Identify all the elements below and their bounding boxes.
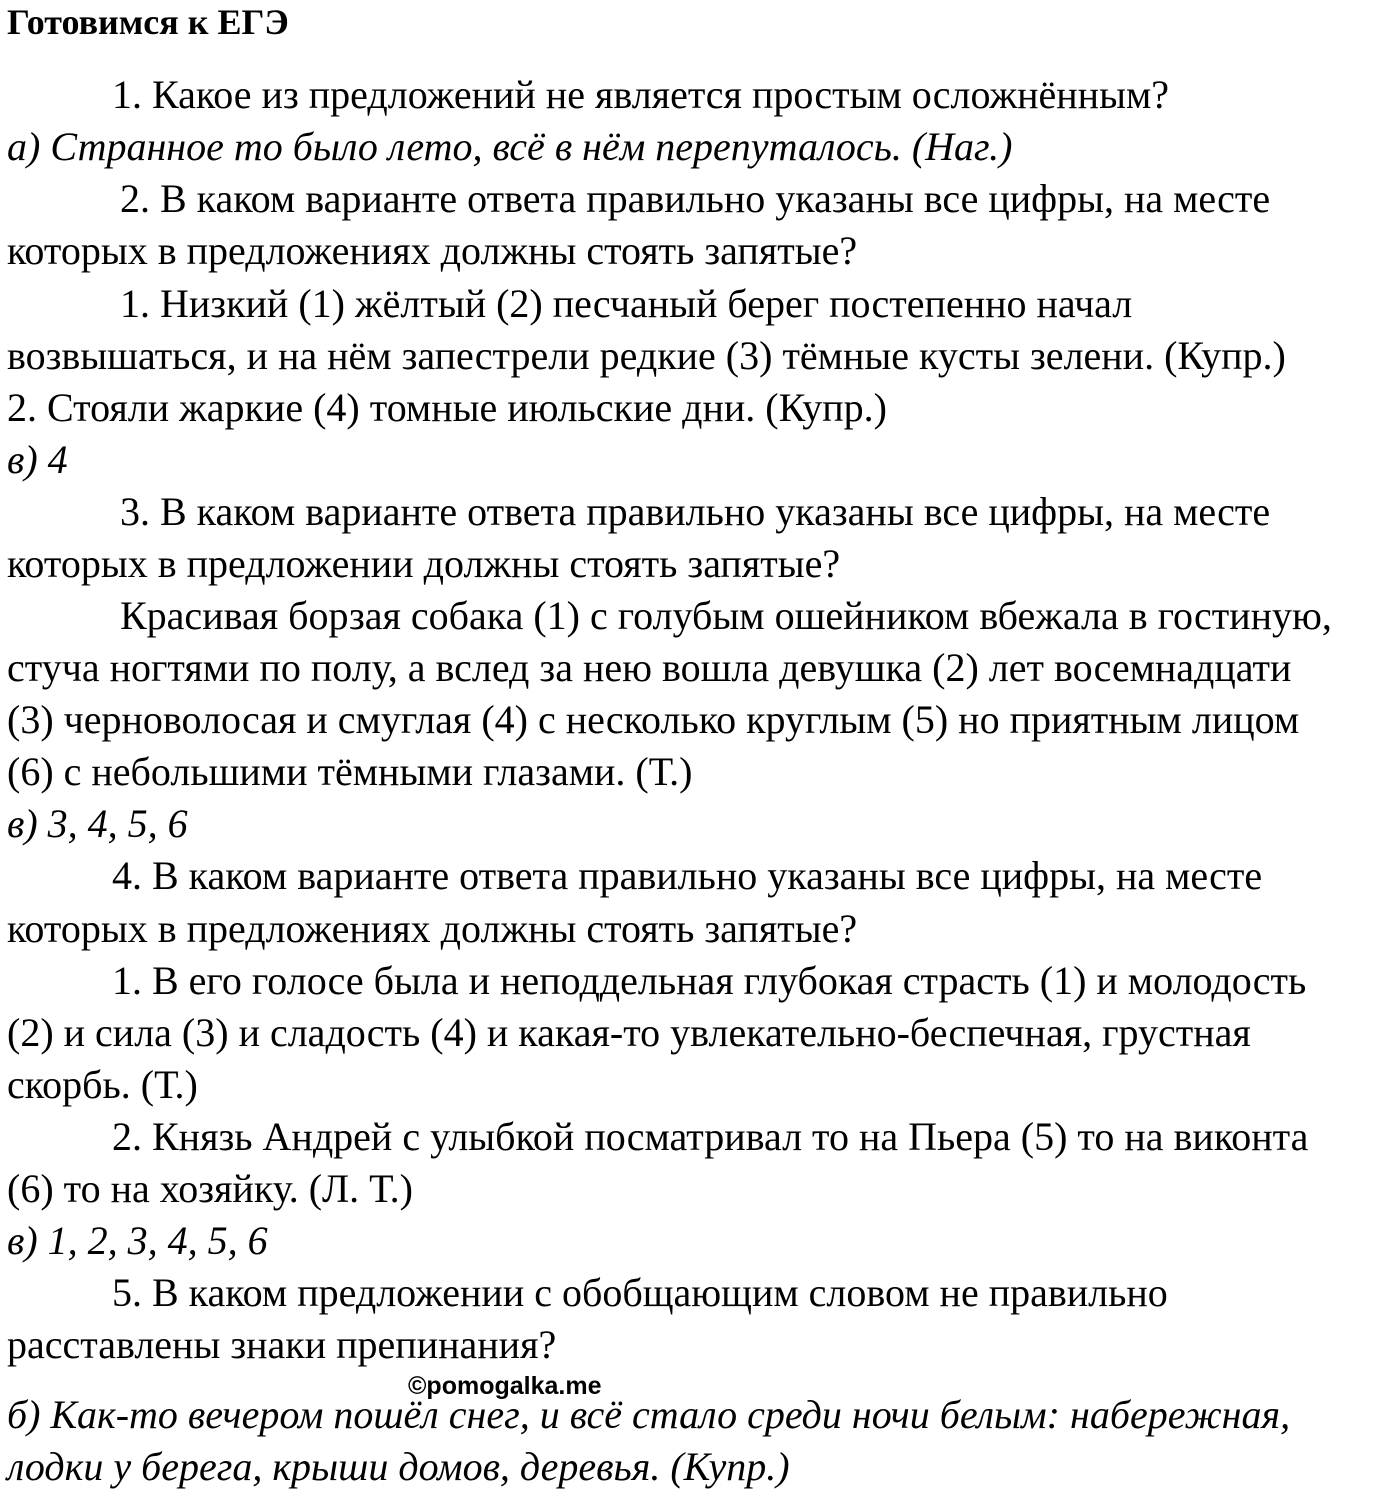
question-4-line-2: которых в предложениях должны стоять запятые? bbox=[7, 906, 858, 951]
question-3-sentence-line-2: стуча ногтями по полу, а вслед за нею вошла девушка (2) лет восемнадцати bbox=[7, 645, 1292, 690]
question-4-line-1: 4. В каком варианте ответа правильно указаны все цифры, на месте bbox=[112, 853, 1263, 898]
watermark: ©pomogalka.me bbox=[408, 1372, 602, 1400]
question-4-sentence-1-line-3: скорбь. (Т.) bbox=[7, 1062, 198, 1107]
question-3-sentence-line-3: (3) черноволосая и смуглая (4) с несколько круглым (5) но приятным лицом bbox=[7, 697, 1300, 742]
question-2-line-1: 2. В каком варианте ответа правильно указаны все цифры, на месте bbox=[120, 176, 1271, 221]
page-title: Готовимся к ЕГЭ bbox=[7, 2, 289, 42]
question-3-line-1: 3. В каком варианте ответа правильно указаны все цифры, на месте bbox=[120, 489, 1271, 534]
answer-5-line-1: б) Как-то вечером пошёл снег, и всё стало среди ночи белым: набережная, bbox=[7, 1392, 1291, 1437]
question-4-sentence-2-line-2: (6) то на хозяйку. (Л. Т.) bbox=[7, 1166, 413, 1211]
question-5-line-1: 5. В каком предложении с обобщающим словом не правильно bbox=[112, 1270, 1168, 1315]
question-4-sentence-1-line-1: 1. В его голосе была и неподдельная глубокая страсть (1) и молодость bbox=[112, 958, 1307, 1003]
answer-3: в) 3, 4, 5, 6 bbox=[7, 801, 188, 846]
answer-1: а) Странное то было лето, всё в нём перепуталось. (Наг.) bbox=[7, 124, 1013, 169]
question-3-sentence-line-1: Красивая борзая собака (1) с голубым ошейником вбежала в гостиную, bbox=[120, 593, 1332, 638]
question-3-line-2: которых в предложении должны стоять запятые? bbox=[7, 541, 841, 586]
question-2-sentence-1-line-2: возвышаться, и на нём запестрели редкие (3) тёмные кусты зелени. (Купр.) bbox=[7, 333, 1286, 378]
question-4-sentence-1-line-2: (2) и сила (3) и сладость (4) и какая-то увлекательно-беспечная, грустная bbox=[7, 1010, 1251, 1055]
answer-5-line-2: лодки у берега, крыши домов, деревья. (Купр.) bbox=[7, 1444, 790, 1489]
question-3-sentence-line-4: (6) с небольшими тёмными глазами. (Т.) bbox=[7, 749, 693, 794]
question-2-line-2: которых в предложениях должны стоять запятые? bbox=[7, 228, 858, 273]
question-5-line-2: расставлены знаки препинания? bbox=[7, 1322, 557, 1367]
question-2-sentence-2: 2. Стояли жаркие (4) томные июльские дни. (Купр.) bbox=[7, 385, 887, 430]
answer-4: в) 1, 2, 3, 4, 5, 6 bbox=[7, 1218, 268, 1263]
question-4-sentence-2-line-1: 2. Князь Андрей с улыбкой посматривал то на Пьера (5) то на виконта bbox=[112, 1114, 1309, 1159]
question-2-sentence-1-line-1: 1. Низкий (1) жёлтый (2) песчаный берег постепенно начал bbox=[120, 281, 1133, 326]
answer-2: в) 4 bbox=[7, 437, 68, 482]
question-1: 1. Какое из предложений не является простым осложнённым? bbox=[112, 72, 1170, 117]
